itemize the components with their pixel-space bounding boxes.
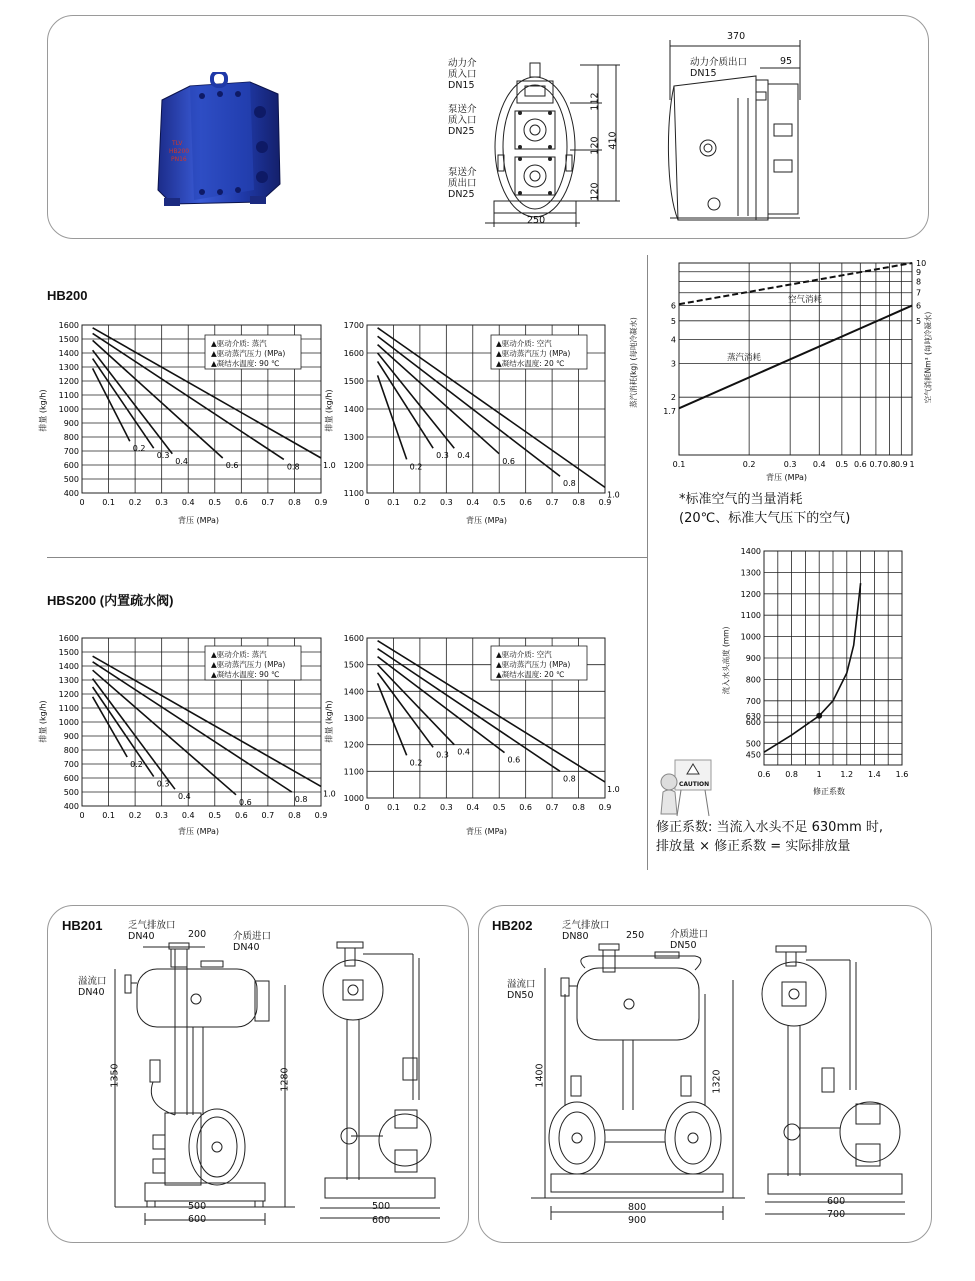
series-label: 0.4	[175, 456, 189, 466]
y-tick-label: 1400	[58, 662, 79, 671]
hbs200-air-chart	[325, 628, 630, 833]
x-tick-label: 0.3	[155, 498, 169, 507]
x-tick-label: 0.7	[545, 803, 559, 812]
power-outlet-label: 动力介质出口 DN15	[690, 57, 748, 79]
x-tick-label: 0.9	[894, 460, 908, 469]
series-line-0-8	[93, 662, 292, 792]
series-label: 0.4	[457, 451, 471, 461]
y-tick-label: 450	[745, 750, 761, 760]
series-label: 0.3	[156, 779, 170, 789]
hb202-dim-1400: 1400	[534, 1063, 546, 1088]
hbs200-steam-chart	[40, 628, 340, 833]
x-tick-label: 0.1	[387, 803, 400, 812]
x-tick-label: 0.5	[492, 803, 506, 812]
hbs200-steam-ylabel: 排量 (kg/h)	[38, 700, 48, 743]
correction-chart	[730, 543, 920, 783]
reference-point-marker	[816, 713, 822, 719]
hb202-exhaust-label: 乏气排放口 DN80	[562, 920, 610, 942]
series-label: 0.8	[286, 462, 300, 472]
power-inlet-label: 动力介 质入口 DN15	[448, 58, 477, 91]
y-tick-label: 1300	[343, 433, 364, 442]
series-label: 0.3	[436, 451, 449, 461]
y-tick-label: 800	[63, 746, 79, 755]
x-tick-label: 0.3	[783, 460, 797, 469]
x-tick-label: 0.9	[598, 803, 612, 812]
x-tick-label: 0.9	[314, 811, 328, 820]
nameplate-line: HB200	[169, 148, 190, 155]
y-tick-label: 1100	[58, 704, 79, 713]
x-tick-label: 0.6	[519, 803, 533, 812]
y-tick-label: 1400	[343, 405, 364, 414]
hb202-dim-1320: 1320	[711, 1069, 723, 1094]
y-tick-label: 1100	[343, 489, 364, 498]
steam-consumption-label: 蒸汽消耗	[727, 353, 762, 363]
x-tick-label: 0.1	[672, 460, 686, 469]
hbs200-air-ylabel: 排量 (kg/h)	[324, 700, 334, 743]
x-tick-label: 0.5	[208, 811, 222, 820]
divider-vertical	[647, 255, 648, 870]
x-tick-label: 0	[364, 498, 370, 507]
x-tick-label: 1	[816, 770, 822, 779]
x-tick-label: 0.4	[181, 498, 195, 507]
y-tick-label: 1500	[343, 660, 364, 670]
x-tick-label: 0.8	[288, 811, 301, 820]
y-tick-label-left: 5	[670, 316, 676, 326]
pump-inlet-label: 泵送介 质入口 DN25	[448, 104, 477, 137]
x-tick-label: 1.6	[895, 770, 909, 779]
product-photo	[150, 72, 285, 212]
nameplate-line: TLV	[172, 140, 183, 147]
series-label: 0.2	[409, 758, 423, 768]
y-tick-label: 400	[63, 802, 79, 811]
series-line-0-2	[378, 375, 407, 459]
y-tick-label: 1500	[58, 648, 79, 657]
y-tick-label: 1300	[343, 714, 364, 723]
hb201-overflow-label: 溢流口 DN40	[78, 976, 107, 998]
x-tick-label: 0.9	[598, 498, 612, 507]
x-tick-label: 0.7	[261, 498, 275, 507]
hb202-inlet-label: 介质进口 DN50	[670, 929, 709, 951]
series-line-0-3	[93, 359, 154, 449]
x-tick-label: 0.6	[234, 498, 248, 507]
x-tick-label: 0.7	[545, 498, 559, 507]
hb202-side-dim-700: 700	[827, 1209, 846, 1220]
hb201-dim-1350: 1350	[109, 1063, 121, 1088]
hb200-steam-legend: ▲驱动介质: 蒸汽 ▲驱动蒸汽压力 (MPa) ▲凝结水温度: 90 ℃	[211, 339, 286, 368]
consumption-ylabel-right: 空气消耗Nm³ (每吨冷凝水)	[923, 311, 933, 404]
y-tick-label: 1400	[740, 547, 761, 556]
consumption-chart	[650, 255, 945, 475]
hb201-dim-600: 600	[188, 1214, 207, 1225]
hbs200-title: HBS200 (内置疏水阀)	[47, 593, 174, 608]
correction-curve	[764, 583, 861, 752]
hb200-air-ylabel: 排量 (kg/h)	[324, 389, 334, 432]
correction-note: 修正系数: 当流入水头不足 630mm 时, 排放量 × 修正系数 = 实际排放量	[656, 820, 884, 854]
hb200-air-legend: ▲驱动介质: 空汽 ▲驱动蒸汽压力 (MPa) ▲凝结水温度: 20 ℃	[496, 339, 571, 368]
y-tick-label: 900	[63, 732, 79, 741]
series-label: 0.6	[507, 755, 521, 765]
hb200-steam-ylabel: 排量 (kg/h)	[38, 389, 48, 432]
hb200-air-chart	[325, 315, 630, 530]
x-tick-label: 0.6	[757, 770, 771, 779]
series-line-0-3	[378, 361, 434, 448]
x-tick-label: 0.6	[234, 811, 248, 820]
y-tick-label: 1200	[343, 461, 364, 470]
series-label: 1.0	[323, 789, 336, 799]
x-tick-label: 0.2	[128, 811, 142, 820]
x-tick-label: 0.3	[439, 498, 453, 507]
x-tick-label: 0.7	[869, 460, 883, 469]
x-tick-label: 0.2	[413, 803, 427, 812]
y-tick-label: 1100	[740, 611, 761, 621]
nameplate-line: PN16	[171, 156, 187, 163]
x-tick-label: 0.9	[314, 498, 328, 507]
y-tick-label: 1200	[343, 740, 364, 750]
series-line-0-3	[93, 687, 154, 777]
hb201-exhaust-label: 乏气排放口 DN40	[128, 920, 176, 942]
hb201-title: HB201	[62, 918, 103, 933]
y-tick-label-left: 1.7	[663, 406, 676, 416]
hb202-title: HB202	[492, 918, 533, 933]
series-line-0-3	[378, 673, 434, 748]
series-label: 1.0	[607, 490, 620, 500]
x-tick-label: 0.1	[387, 498, 400, 507]
hb201-inlet-label: 介质进口 DN40	[233, 931, 272, 953]
x-tick-label: 0.8	[572, 498, 585, 507]
x-tick-label: 0.4	[466, 498, 480, 507]
y-tick-label-left: 4	[670, 335, 676, 345]
y-tick-label-left: 6	[670, 301, 676, 311]
hb202-dim-900: 900	[628, 1215, 647, 1226]
x-tick-label: 0.8	[288, 498, 301, 507]
hbs200-air-xlabel: 背压 (MPa)	[466, 827, 508, 836]
series-label: 0.8	[563, 479, 576, 489]
y-tick-label: 700	[63, 447, 79, 456]
series-label: 0.6	[225, 461, 239, 470]
series-label: 0.8	[563, 774, 576, 784]
consumption-note: *标准空气的当量消耗 (20℃、标准大气压下的空气)	[679, 492, 851, 526]
series-line-0-4	[378, 665, 455, 745]
y-tick-label: 1000	[58, 718, 79, 727]
y-tick-label: 400	[63, 489, 79, 498]
hb202-overflow-label: 溢流口 DN50	[507, 979, 536, 1001]
x-tick-label: 0	[79, 498, 85, 507]
y-tick-label: 800	[745, 675, 761, 685]
x-tick-label: 0.5	[835, 460, 849, 469]
x-tick-label: 1.2	[840, 770, 854, 779]
dim-250: 250	[527, 215, 546, 226]
series-label: 0.8	[294, 795, 308, 804]
hb200-title: HB200	[47, 288, 88, 303]
pump-outlet-label: 泵送介 质出口 DN25	[448, 167, 477, 200]
y-tick-label: 1600	[343, 349, 364, 358]
x-tick-label: 0.2	[413, 498, 427, 507]
dim-370: 370	[727, 31, 746, 42]
series-label: 0.6	[502, 456, 515, 466]
y-tick-label: 1300	[740, 568, 761, 578]
x-tick-label: 0.2	[128, 498, 142, 507]
y-tick-label: 1300	[58, 676, 79, 685]
x-tick-label: 0.1	[102, 811, 115, 820]
hb201-side-dim-600: 600	[372, 1215, 391, 1226]
x-tick-label: 0.4	[812, 460, 826, 469]
x-tick-label: 0.4	[181, 811, 195, 820]
hb202-side-dim-600: 600	[827, 1196, 846, 1207]
hbs200-steam-xlabel: 背压 (MPa)	[178, 827, 220, 836]
y-tick-label-right: 5	[916, 316, 922, 326]
caution-text: CAUTION	[679, 781, 710, 788]
hb202-dim-250: 250	[626, 930, 645, 941]
x-tick-label: 0.6	[519, 498, 533, 507]
y-tick-label: 500	[63, 475, 79, 484]
air-consumption-label: 空气消耗	[788, 295, 823, 305]
dim-112: 112	[589, 92, 601, 111]
hb202-side-drawing	[760, 940, 910, 1225]
dim-410: 410	[607, 131, 619, 150]
y-tick-label: 1300	[58, 363, 79, 372]
series-line-0-6	[378, 657, 505, 753]
x-tick-label: 0.1	[102, 498, 115, 507]
hbs200-steam-legend: ▲驱动介质: 蒸汽 ▲驱动蒸汽压力 (MPa) ▲凝结水温度: 90 ℃	[211, 650, 286, 679]
y-tick-label: 600	[63, 774, 79, 783]
series-line-0-4	[378, 353, 455, 448]
dim-95: 95	[780, 56, 793, 67]
y-tick-label: 1200	[740, 589, 761, 599]
y-tick-label-right: 7	[916, 288, 922, 298]
series-label: 1.0	[323, 461, 336, 470]
consumption-ylabel-left: 蒸汽消耗(kg) (每吨冷凝水)	[628, 317, 638, 408]
x-tick-label: 0.3	[439, 803, 453, 812]
y-tick-label: 700	[63, 760, 79, 769]
y-tick-label: 900	[745, 654, 761, 663]
y-tick-label: 600	[745, 718, 761, 728]
hbs200-air-legend: ▲驱动介质: 空汽 ▲驱动蒸汽压力 (MPa) ▲凝结水温度: 20 ℃	[496, 650, 571, 679]
y-tick-label-left: 2	[670, 393, 676, 403]
series-label: 1.0	[607, 785, 620, 794]
y-tick-label: 1700	[343, 321, 364, 330]
x-tick-label: 0.5	[208, 498, 222, 507]
y-tick-label: 1400	[58, 349, 79, 358]
hb201-side-drawing	[315, 940, 445, 1230]
series-label: 0.2	[130, 760, 143, 769]
series-label: 0.6	[239, 797, 252, 807]
y-tick-label: 1200	[58, 377, 79, 386]
series-label: 0.2	[132, 444, 146, 454]
correction-ylabel: 流入水头高度 (mm)	[721, 626, 731, 695]
hb200-air-xlabel: 背压 (MPa)	[466, 516, 508, 525]
hb201-dim-500: 500	[188, 1201, 207, 1212]
series-label: 0.3	[436, 750, 449, 760]
hb201-dim-200: 200	[188, 929, 207, 940]
y-tick-label: 500	[63, 788, 79, 797]
x-tick-label: 1	[909, 460, 915, 469]
y-tick-label: 1100	[343, 767, 364, 777]
x-tick-label: 0	[364, 803, 370, 812]
series-label: 0.3	[156, 451, 170, 461]
x-tick-label: 0.5	[492, 498, 506, 507]
y-tick-label-right: 6	[916, 301, 922, 311]
y-tick-label: 500	[745, 739, 761, 749]
x-tick-label: 0.8	[572, 803, 585, 812]
y-tick-label: 900	[63, 419, 79, 428]
y-tick-label-left: 3	[670, 359, 676, 369]
dim-120-lower: 120	[589, 182, 601, 201]
y-tick-label: 630	[745, 711, 761, 721]
y-tick-label: 1000	[740, 632, 761, 642]
plot-frame	[679, 263, 912, 455]
y-tick-label-right: 10	[916, 259, 927, 268]
y-tick-label: 1500	[343, 377, 364, 386]
y-tick-label: 1000	[343, 794, 364, 803]
series-label: 0.4	[177, 792, 191, 802]
hb202-dim-800: 800	[628, 1202, 647, 1213]
series-line-0-6	[378, 345, 500, 454]
x-tick-label: 0	[79, 811, 85, 820]
x-tick-label: 0.7	[261, 811, 275, 820]
y-tick-label: 1600	[58, 634, 79, 643]
x-tick-label: 0.4	[466, 803, 480, 812]
x-tick-label: 0.8	[883, 460, 896, 469]
dim-120-upper: 120	[589, 136, 601, 155]
x-tick-label: 1.4	[868, 770, 881, 779]
x-tick-label: 0.6	[853, 460, 867, 469]
series-label: 0.4	[457, 747, 471, 757]
y-tick-label: 1000	[58, 405, 79, 414]
divider-horizontal	[47, 557, 647, 558]
hb201-side-dim-500: 500	[372, 1201, 391, 1212]
y-tick-label: 1100	[58, 391, 79, 400]
correction-xlabel: 修正系数	[813, 787, 845, 796]
series-label: 0.2	[409, 462, 423, 472]
y-tick-label: 700	[745, 696, 761, 706]
y-tick-label: 1600	[343, 634, 364, 643]
x-tick-label: 0.8	[785, 770, 798, 779]
y-tick-label: 1400	[343, 687, 364, 697]
y-tick-label: 600	[63, 461, 79, 470]
y-tick-label-right: 8	[916, 277, 922, 287]
hb200-steam-chart	[40, 315, 340, 530]
series-line-0-2	[93, 697, 128, 757]
y-tick-label: 1500	[58, 335, 79, 344]
y-tick-label: 1600	[58, 321, 79, 330]
y-tick-label: 800	[63, 433, 79, 442]
y-tick-label-right: 9	[916, 267, 922, 277]
consumption-xlabel: 背压 (MPa)	[766, 473, 808, 482]
hb201-dim-1280: 1280	[279, 1067, 291, 1092]
hb200-steam-xlabel: 背压 (MPa)	[178, 516, 220, 525]
x-tick-label: 0.2	[742, 460, 756, 469]
y-tick-label: 1200	[58, 690, 79, 699]
x-tick-label: 0.3	[155, 811, 169, 820]
hb201-front-drawing	[105, 925, 305, 1230]
